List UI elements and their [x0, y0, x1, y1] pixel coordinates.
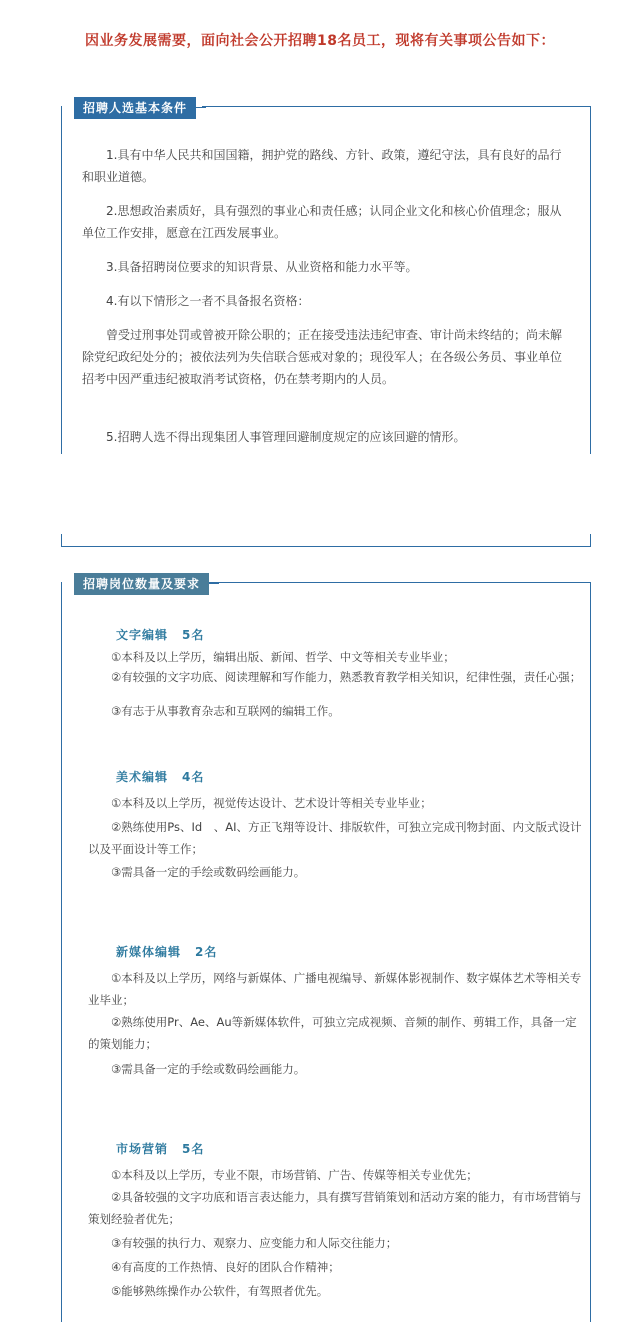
job-requirement: ③有较强的执行力、观察力、应变能力和人际交往能力；: [111, 1236, 398, 1250]
section-title-basic-conditions: 招聘人选基本条件: [74, 97, 196, 119]
job-requirement: ③需具备一定的手绘或数码绘画能力。: [111, 1062, 306, 1076]
condition-paragraph: 2.思想政治素质好，具有强烈的事业心和责任感；认同企业文化和核心价值理念；服从单位工作安排，愿意在江西发展事业。: [82, 204, 562, 240]
job-count: 5名: [182, 628, 205, 642]
job-count: 4名: [182, 770, 205, 784]
condition-paragraph: 5.招聘人选不得出现集团人事管理回避制度规定的应该回避的情形。: [106, 430, 466, 444]
job-title-text-editor: [116, 626, 204, 643]
announcement-intro: 因业务发展需要，面向社会公开招聘18名员工，现将有关事项公告如下：: [85, 33, 555, 49]
job-title-new-media-editor: [116, 943, 217, 960]
job-requirement: ②熟练使用Ps、Id 、AI、方正飞翔等设计、排版软件，可独立完成刊物封面、内文版式设计以及平面设计等工作；: [88, 820, 582, 856]
job-requirement: ③需具备一定的手绘或数码绘画能力。: [111, 865, 306, 879]
job-title-art-editor: [116, 768, 204, 785]
job-count: 2名: [195, 945, 218, 959]
condition-paragraph: 曾受过刑事处罚或曾被开除公职的；正在接受违法违纪审查、审计尚未终结的；尚未解除党纪政纪处分的；被依法列为失信联合惩戒对象的；现役军人；在各级公务员、事业单位招考中因严重违纪被取消考试资格，仍在禁考期内的人员。: [82, 328, 563, 386]
section-basic-conditions: [61, 101, 591, 547]
section-gap: [61, 454, 591, 534]
job-name: 美术编辑: [116, 770, 169, 784]
job-name: 新媒体编辑: [116, 945, 182, 959]
job-requirement: ①本科及以上学历，编辑出版、新闻、哲学、中文等相关专业毕业；: [111, 650, 455, 664]
job-count: 5名: [182, 1142, 205, 1156]
job-requirement: ④有高度的工作热情、良好的团队合作精神；: [111, 1260, 340, 1274]
job-requirement: ①本科及以上学历，专业不限，市场营销、广告、传媒等相关专业优先；: [111, 1168, 478, 1182]
section-positions: [61, 577, 591, 1322]
job-title-marketing: [116, 1140, 204, 1157]
condition-paragraph: 1.具有中华人民共和国国籍，拥护党的路线、方针、政策，遵纪守法，具有良好的品行和职业道德。: [82, 148, 562, 184]
condition-paragraph: 3.具备招聘岗位要求的知识背景、从业资格和能力水平等。: [106, 260, 418, 274]
job-name: 市场营销: [116, 1142, 169, 1156]
job-requirement: ①本科及以上学历，网络与新媒体、广播电视编导、新媒体影视制作、数字媒体艺术等相关专业毕业；: [88, 971, 582, 1007]
section-title-positions: 招聘岗位数量及要求: [74, 573, 209, 595]
job-name: 文字编辑: [116, 628, 169, 642]
job-requirement: ②具备较强的文字功底和语言表达能力，具有撰写营销策划和活动方案的能力，有市场营销与策划经验者优先；: [88, 1190, 582, 1226]
job-requirement: ①本科及以上学历，视觉传达设计、艺术设计等相关专业毕业；: [111, 796, 432, 810]
job-requirement: ②熟练使用Pr、Ae、Au等新媒体软件，可独立完成视频、音频的制作、剪辑工作，具备一定的策划能力；: [88, 1015, 577, 1051]
condition-paragraph: 4.有以下情形之一者不具备报名资格：: [106, 294, 310, 308]
job-requirement: ⑤能够熟练操作办公软件，有驾照者优先。: [111, 1284, 329, 1298]
job-requirement: ②有较强的文字功底、阅读理解和写作能力，熟悉教育教学相关知识，纪律性强，责任心强；: [111, 670, 582, 684]
job-requirement: ③有志于从事教育杂志和互联网的编辑工作。: [111, 704, 340, 718]
